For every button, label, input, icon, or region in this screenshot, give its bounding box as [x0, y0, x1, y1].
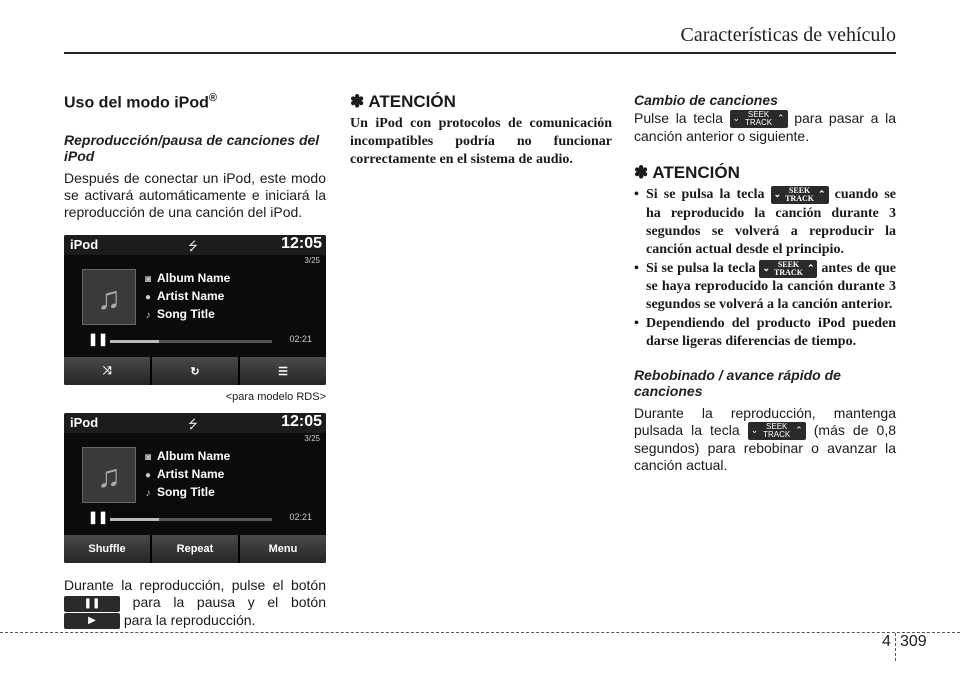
column-right: [634, 92, 896, 474]
usb-icon: ⭍: [188, 417, 198, 432]
change-songs-paragraph: Pulse la tecla ⌄ SEEK TRACK ⌃ para pasar a la canción anterior o siguiente.: [634, 110, 896, 145]
screen-app-name: iPod: [70, 415, 99, 431]
intro-paragraph: Después de conectar un iPod, este modo se activará automáticamente e iniciará la reproducción de una canción del iPod.: [64, 170, 326, 221]
play-key-icon: ▶: [64, 613, 120, 629]
running-header: Características de vehículo: [680, 24, 896, 46]
menu-button[interactable]: Menu: [240, 535, 326, 563]
artist-line: ● Artist Name: [142, 467, 224, 481]
pause-icon: ❚❚: [88, 510, 109, 525]
seek-track-key-icon: ⌄ SEEK TRACK ⌃: [771, 186, 829, 204]
screen-app-name: iPod: [70, 237, 99, 253]
ipod-screen-2: [64, 413, 326, 563]
artist-icon: ●: [144, 470, 152, 482]
chapter-number: 4: [882, 633, 891, 650]
track-count: 3/25: [304, 256, 320, 266]
song-icon: ♪: [145, 310, 151, 322]
shuffle-button[interactable]: Shuffle: [64, 535, 150, 563]
section-heading: Uso del modo iPod®: [64, 92, 217, 112]
attention-bullet-2: • Si se pulsa la tecla ⌄ SEEK TRACK ⌃ antes de que se haya reproducido la canción durante 3 segundos se volverá a la canción anterior.: [634, 259, 896, 312]
album-icon: ◙: [144, 452, 152, 464]
seek-track-key-icon: ⌄ SEEK TRACK ⌃: [730, 110, 788, 128]
song-line: ♪ Song Title: [142, 485, 215, 499]
rewind-forward-paragraph: Durante la reproducción, mantenga pulsada la tecla ⌄ SEEK TRACK ⌃ (más de 0,8 segundos) para rebobinar o avanzar la canción actual.: [634, 404, 897, 474]
album-line: ◙ Album Name: [142, 271, 230, 285]
progress-fill: [110, 518, 159, 521]
attention-bullet-3: • Dependiendo del producto iPod pueden darse ligeras diferencias de tiempo.: [634, 315, 896, 349]
song-icon: ♪: [145, 488, 151, 500]
usb-icon: ⭍: [188, 239, 198, 254]
subheading-rewind-forward: Rebobinado / avance rápido de canciones: [634, 366, 841, 399]
track-count: 3/25: [304, 434, 320, 444]
seek-track-key-icon: ⌄ SEEK TRACK ⌃: [748, 422, 806, 440]
screen-clock: 12:05: [281, 235, 322, 253]
column-left: [64, 92, 326, 629]
subheading-change-songs: Cambio de canciones: [634, 92, 778, 108]
column-middle: [350, 92, 612, 169]
screen-clock: 12:05: [281, 413, 322, 431]
album-icon: ◙: [144, 274, 152, 286]
album-line: ◙ Album Name: [142, 449, 230, 463]
figure-caption: <para modelo RDS>: [225, 391, 326, 404]
progress-bar: [110, 518, 272, 521]
pause-icon: ❚❚: [88, 332, 109, 347]
ipod-screen-1: [64, 235, 326, 385]
attention-title: ✽ ATENCIÓN: [350, 92, 456, 111]
shuffle-icon[interactable]: ⤨: [64, 357, 150, 385]
elapsed-time: 02:21: [289, 512, 312, 523]
screen-button-bar: [64, 535, 326, 563]
attention-title: ✽ ATENCIÓN: [634, 163, 740, 183]
music-note-icon: ♫: [82, 269, 136, 325]
progress-bar: [110, 340, 272, 343]
attention-text: Un iPod con protocolos de comunicación incompatibles podría no funcionar correctamente en el sistema de audio.: [350, 116, 612, 167]
song-line: ♪ Song Title: [142, 307, 215, 321]
header-rule: [64, 52, 896, 54]
attention-list: [634, 186, 896, 350]
elapsed-time: 02:21: [289, 334, 312, 345]
attention-bullet-1: • Si se pulsa la tecla ⌄ SEEK TRACK ⌃ cuando se ha reproducido la canción durante 3 segundos se volverá a reproducir la canción actual desde el principio.: [634, 186, 896, 257]
list-icon[interactable]: ☰: [240, 357, 326, 385]
screen-button-bar: [64, 357, 326, 385]
page-number: 309: [900, 633, 927, 650]
subheading-play-pause: Reproducción/pausa de canciones del iPod: [64, 132, 320, 165]
seek-track-key-icon: ⌄ SEEK TRACK ⌃: [759, 260, 817, 278]
repeat-icon[interactable]: ↻: [152, 357, 238, 385]
progress-fill: [110, 340, 159, 343]
page-separator: [895, 633, 896, 661]
pause-key-icon: ❚❚: [64, 596, 120, 612]
footer-rule: [0, 632, 960, 633]
artist-icon: ●: [144, 292, 152, 304]
artist-line: ● Artist Name: [142, 289, 224, 303]
music-note-icon: ♫: [82, 447, 136, 503]
repeat-button[interactable]: Repeat: [152, 535, 238, 563]
pause-play-paragraph: Durante la reproducción, pulse el botón ❚❚ para la pausa y el botón ▶ para la reproducción.: [64, 577, 326, 628]
